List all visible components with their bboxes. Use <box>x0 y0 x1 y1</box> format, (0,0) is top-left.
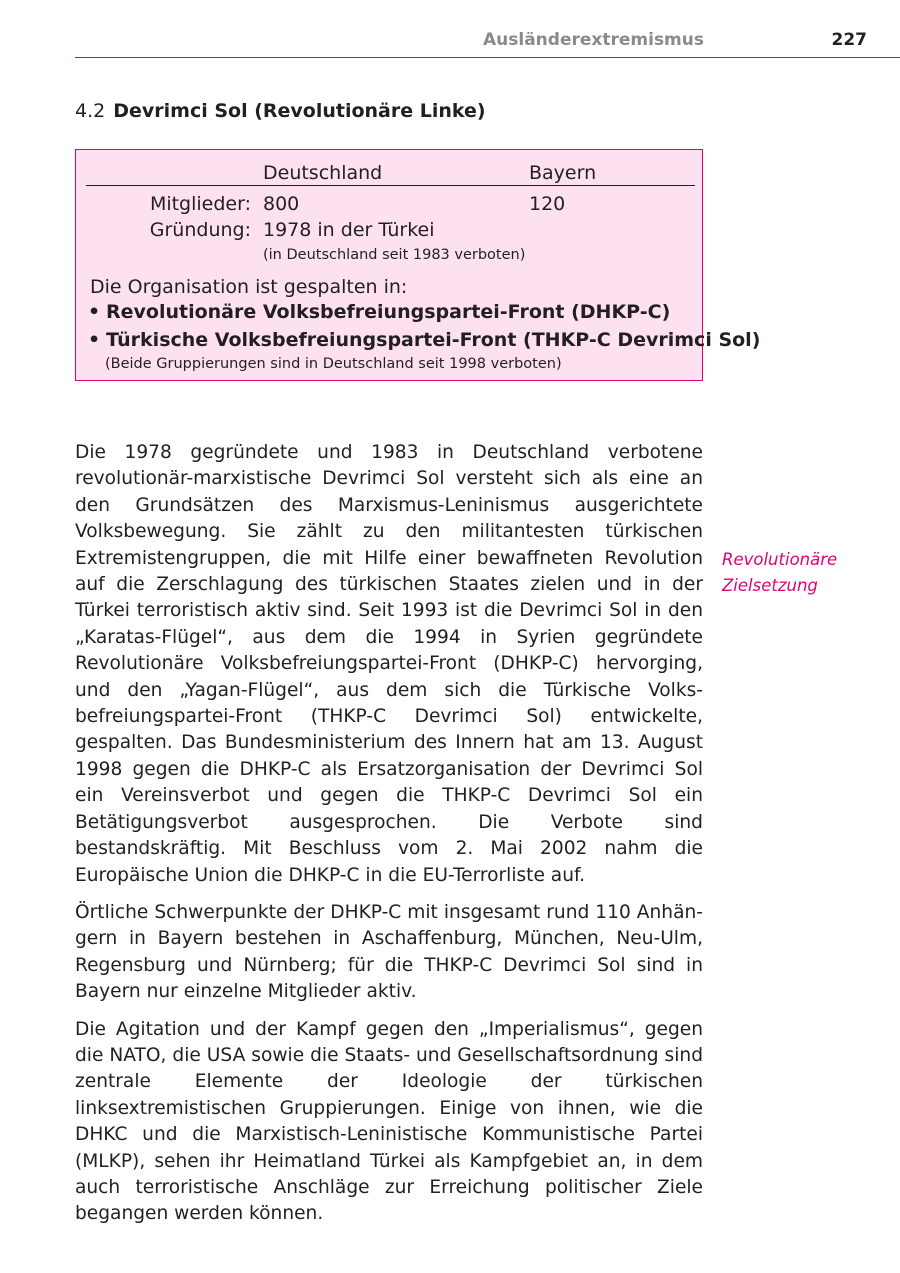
split-intro: Die Organisation ist gespalten in: <box>90 276 408 298</box>
founding-value: 1978 in der Türkei <box>263 219 435 241</box>
margin-note-line: Revolutionäre <box>722 550 838 569</box>
column-header-germany: Deutschland <box>263 162 383 184</box>
bullet-icon: • <box>88 329 101 351</box>
founding-label: Gründung: <box>149 219 251 241</box>
margin-note-line: Zielsetzung <box>722 576 818 596</box>
paragraph: Die Agitation und der Kampf gegen den „Imperialismus“, gegen die NATO, die USA sowie die Staats- und Gesellschaftsordnung sind zentrale Elemente der Ideologie der türkischen linksextremistischen Gruppierungen. Einige von ihnen, wie die DHKC und die Marxistisch-Leninistische Kommunistische Partei (MLKP), sehen ihr Heimatland Türkei als Kampfgebiet an, in dem auch terroristische Anschläge zur Erreichung politischer Ziele begangen werden können. <box>75 1018 703 1225</box>
body-text <box>75 440 703 1239</box>
members-bavaria-value: 120 <box>529 193 566 215</box>
column-header-bavaria: Bayern <box>529 162 597 184</box>
banned-note: (Beide Gruppierungen sind in Deutschland seit 1998 verboten) <box>105 356 562 372</box>
box-header-rule <box>86 185 695 186</box>
paragraph: Örtliche Schwerpunkte der DHKP-C mit insgesamt rund 110 Anhängern in Bayern bestehen in Aschaffenburg, München, Neu-Ulm, Regensburg und Nürnberg; für die THKP-C Devrimci Sol sind in Bayern nur einzelne Mitglieder aktiv. <box>75 901 703 1003</box>
bullet-text: Türkische Volksbefreiungspartei-Front (THKP-C Devrimci Sol) <box>106 329 761 351</box>
section-title: Devrimci Sol (Revolutionäre Linke) <box>113 100 486 122</box>
founding-note: (in Deutschland seit 1983 verboten) <box>263 247 526 263</box>
margin-note <box>722 547 892 600</box>
paragraph: Die 1978 gegründete und 1983 in Deutschland verbotene revolutionär-marxistische Devrimci Sol versteht sich als eine an den Grundsätzen des Marxismus-Leninismus ausgerichtete Volksbewegung. Sie zählt zu den militantesten türkischen Extremistengruppen, die mit Hilfe einer bewaffneten Revolution auf die Zerschlagung des türkischen Staates zielen und in der Türkei terroristisch aktiv sind. Seit 1993 ist die Devrimci Sol in den „Karatas-Flügel“, aus dem die 1994 in Syrien gegründete Revolutionäre Volksbefreiungspartei-Front (DHKP-C) hervorging, und den „Yagan-Flügel“, aus dem sich die Türkische Volksbefreiungspartei-Front (THKP-C Devrimci Sol) entwickelte, gespalten. Das Bundesministerium des Innern hat am 13. August 1998 gegen die DHKP-C als Ersatzorganisation der Devrimci Sol ein Vereinsverbot und gegen die THKP-C Devrimci Sol ein Betätigungsverbot ausgesprochen. Die Verbote sind bestandskräftig. Mit Beschluss vom 2. Mai 2002 nahm die Europäische Union die DHKP-C in die EU-Terrorliste auf. <box>75 442 703 886</box>
section-heading <box>75 100 486 122</box>
members-label: Mitglieder: <box>149 193 251 215</box>
bullet-item <box>88 329 760 351</box>
section-number: 4.2 <box>75 100 106 122</box>
page-number: 227 <box>831 30 867 50</box>
running-header-title: Ausländerextremismus <box>483 30 704 50</box>
organization-info-box <box>75 149 761 381</box>
header-divider <box>75 57 900 58</box>
bullet-item <box>88 301 670 323</box>
bullet-icon: • <box>88 301 101 323</box>
bullet-text: Revolutionäre Volksbefreiungspartei-Front (DHKP-C) <box>106 301 671 323</box>
members-germany-value: 800 <box>263 193 300 215</box>
